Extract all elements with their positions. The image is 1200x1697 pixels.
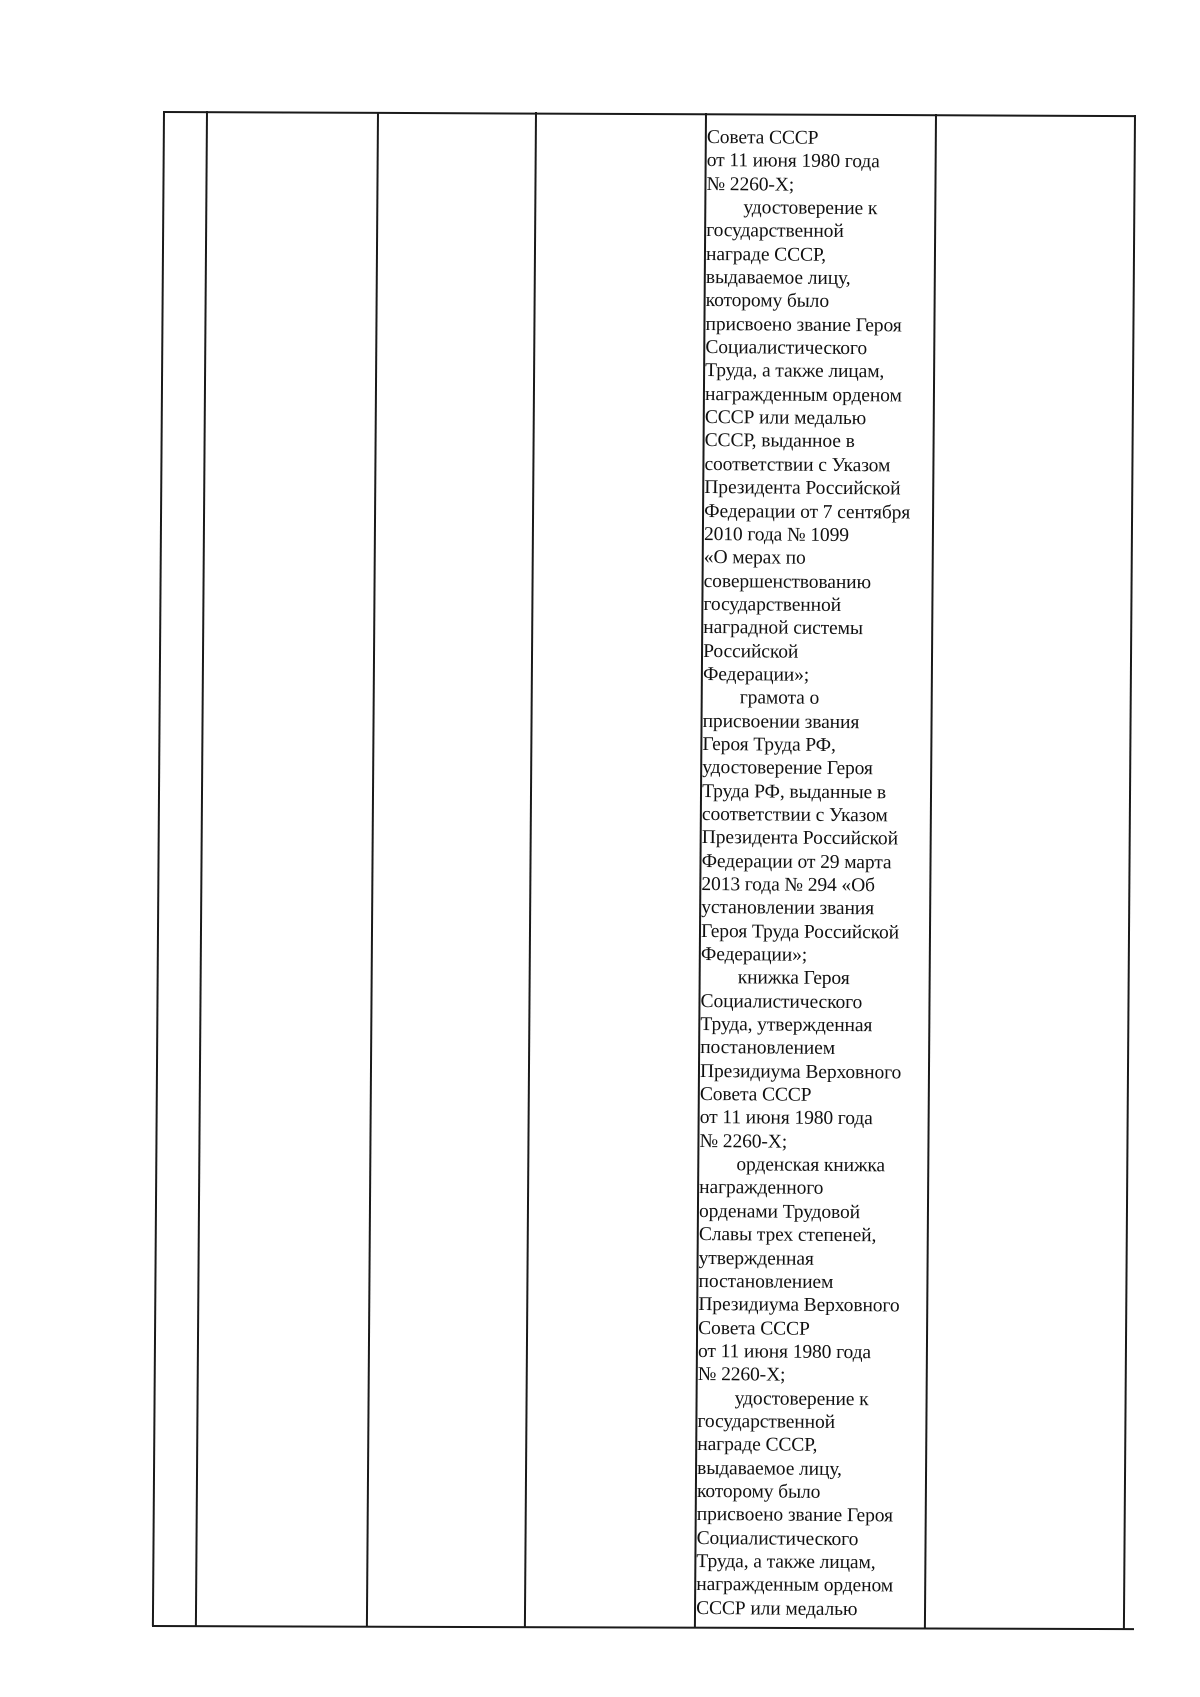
cell-text-line: Труда РФ, выданные в xyxy=(702,780,887,803)
table-column-border-4 xyxy=(524,112,537,1627)
cell-text-line: книжка Героя xyxy=(737,967,850,990)
cell-text-line: Совета СССР xyxy=(706,126,819,149)
table-bottom-border xyxy=(152,1625,1134,1630)
cell-text-line: награде СССР, xyxy=(705,243,827,266)
cell-text-line: Труда, а также лицам, xyxy=(705,360,885,383)
cell-text-line: 2010 года № 1099 xyxy=(703,523,850,546)
cell-text-line: Российской xyxy=(703,640,799,663)
cell-text-line: выдаваемое лицу, xyxy=(705,267,851,290)
cell-text-line: Совета СССР xyxy=(698,1317,810,1340)
cell-text-line: Социалистического xyxy=(700,990,863,1013)
cell-text-line: Федерации»; xyxy=(700,944,808,966)
cell-text-line: № 2260-Х; xyxy=(699,1130,788,1153)
table-column-border-1 xyxy=(152,111,165,1626)
cell-text-line: наградной системы xyxy=(703,617,863,640)
cell-text-line: от 11 июня 1980 года xyxy=(697,1340,872,1364)
cell-text-line: удостоверение Героя xyxy=(702,757,873,780)
cell-text-line: Президиума Верховного xyxy=(699,1060,902,1084)
cell-text-line: государственной xyxy=(706,220,844,243)
cell-text-line: грамота о xyxy=(739,687,820,710)
table-top-border xyxy=(163,111,1134,117)
cell-text-line: удостоверение к xyxy=(734,1387,869,1410)
cell-text-line: Федерации от 29 марта xyxy=(701,850,892,874)
cell-text-line: Федерации от 7 сентября xyxy=(704,500,911,523)
cell-text-line: Совета СССР xyxy=(699,1084,812,1106)
cell-text-line: СССР или медалью xyxy=(696,1597,858,1620)
cell-text-line: награжденного xyxy=(699,1177,824,1200)
cell-text-line: которому было xyxy=(705,290,830,313)
cell-text-line: выдаваемое лицу, xyxy=(697,1457,842,1480)
cell-text-line: постановлением xyxy=(698,1270,834,1293)
cell-text-line: установлении звания xyxy=(701,897,875,920)
cell-text-line: соответствии с Указом xyxy=(704,453,891,477)
cell-text-line: Социалистического xyxy=(705,337,868,360)
cell-text-line: Героя Труда Российской xyxy=(701,920,900,944)
cell-text-line: Президента Российской xyxy=(704,477,901,500)
cell-text-line: СССР или медалью xyxy=(704,407,867,430)
cell-text-line: государственной xyxy=(697,1410,836,1433)
cell-text-line: от 11 июня 1980 года xyxy=(706,150,880,173)
cell-text-line: 2013 года № 294 «Об xyxy=(701,873,876,897)
cell-text-line: совершенствованию xyxy=(703,570,872,593)
cell-text-line: СССР, выданное в xyxy=(704,430,855,453)
cell-text-line: присвоении звания xyxy=(702,710,860,733)
cell-text-line: награжденным орденом xyxy=(696,1574,894,1597)
cell-text-line: награде СССР, xyxy=(697,1434,818,1457)
table-column-border-7 xyxy=(1123,115,1136,1630)
cell-text-line: Президента Российской xyxy=(701,827,899,850)
cell-text-line: «О мерах по xyxy=(703,547,806,569)
cell-text-line: Труда, утвержденная xyxy=(700,1014,873,1037)
cell-text-line: № 2260-Х; xyxy=(706,173,795,196)
cell-text-line: от 11 июня 1980 года xyxy=(699,1107,873,1130)
cell-text-line: Славы трех степеней, xyxy=(698,1224,877,1247)
cell-text-line: присвоено звание Героя xyxy=(696,1504,894,1527)
cell-text-line: Героя Труда РФ, xyxy=(702,733,836,756)
cell-text-line: государственной xyxy=(703,593,842,616)
cell-text-line: Социалистического xyxy=(696,1527,859,1550)
cell-text-line: орденская книжка xyxy=(736,1154,886,1177)
cell-text-line: награжденным орденом xyxy=(704,383,902,407)
table-column-border-2 xyxy=(195,111,208,1626)
cell-text-line: которому было xyxy=(696,1480,821,1503)
cell-text-line: присвоено звание Героя xyxy=(705,313,902,337)
cell-text-line: Труда, а также лицам, xyxy=(696,1550,876,1574)
cell-text-line: удостоверение к xyxy=(743,197,878,220)
cell-text-line: Федерации»; xyxy=(702,663,810,686)
cell-text-line: утвержденная xyxy=(698,1247,814,1270)
cell-text-line: соответствии с Указом xyxy=(701,803,888,827)
table-column-border-3 xyxy=(366,112,379,1627)
table-cell-document-list xyxy=(696,126,939,1622)
cell-text-line: Президиума Верховного xyxy=(698,1294,900,1317)
cell-text-line: постановлением xyxy=(700,1037,836,1060)
cell-text-line: № 2260-Х; xyxy=(697,1364,786,1386)
cell-text-line: орденами Трудовой xyxy=(698,1200,861,1223)
